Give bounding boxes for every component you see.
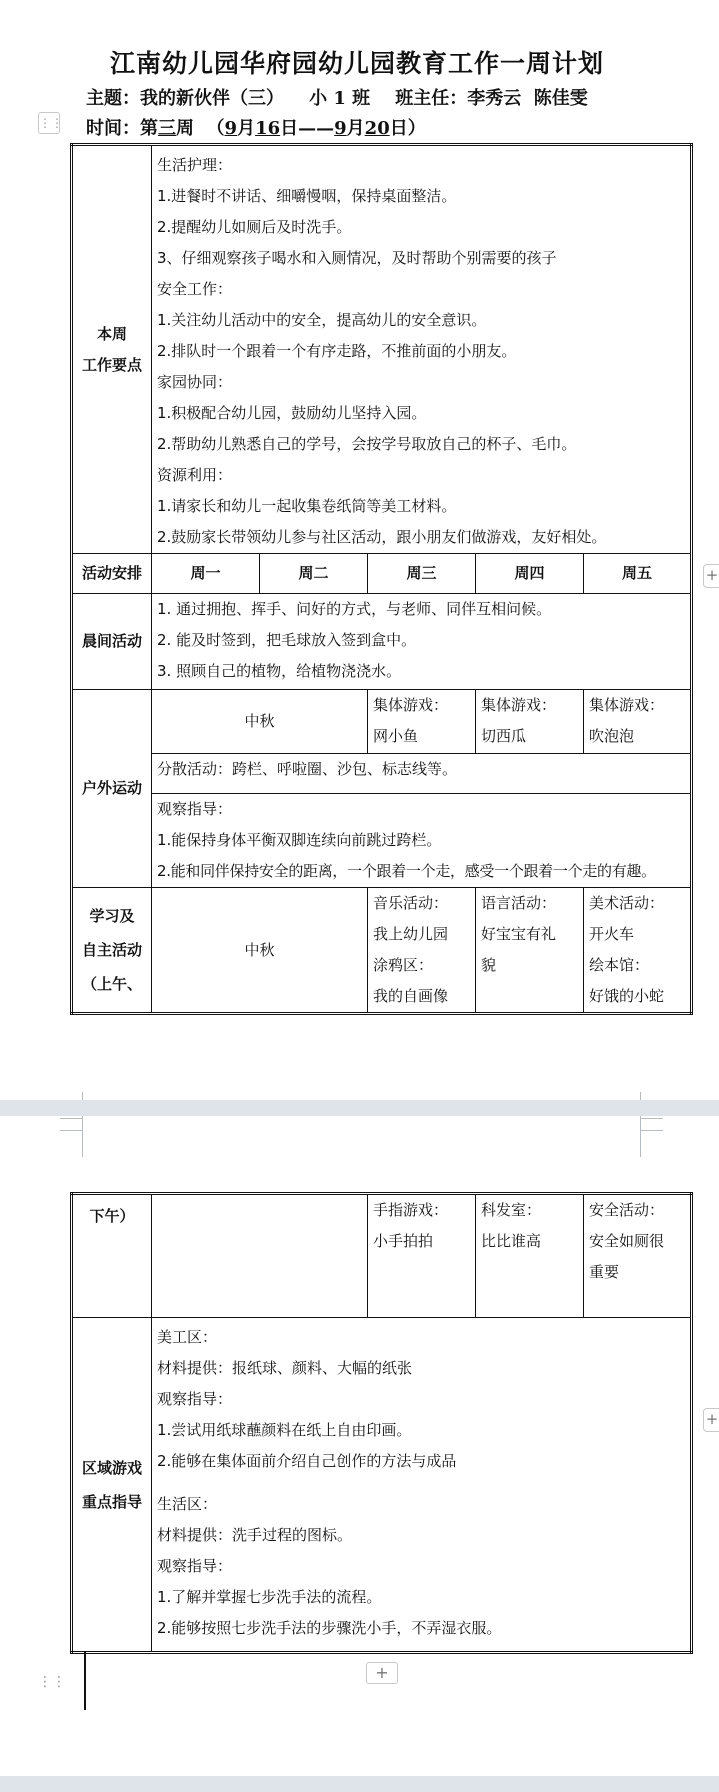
- add-row-button[interactable]: +: [366, 1662, 398, 1684]
- weekly-plan-table-page1: [70, 143, 693, 1015]
- learning-thursday: 语言活动： 好宝宝有礼 貌: [476, 888, 584, 1014]
- learning2-wednesday: 手指游戏： 小手拍拍: [368, 1194, 476, 1318]
- time-line: 时间：第三周 （9月16日——9月20日）: [86, 118, 426, 139]
- learning-holiday: 中秋: [152, 888, 368, 1014]
- area-content: 美工区： 材料提供：报纸球、颜料、大幅的纸张 观察指导： 1.尝试用纸球蘸颜料在纸上自由印画。 2.能够在集体面前介绍自己创作的方法与成品 生活区： 材料提供：洗手过程的图标。 观察指导： 1.了解并掌握七步洗手法的流程。 2.能够按照七步洗手法的步骤洗小手，不弄湿衣服。: [152, 1318, 692, 1653]
- day-thursday: 周四: [476, 554, 584, 594]
- page-break: [0, 1100, 719, 1116]
- learning-wednesday: 音乐活动： 我上幼儿园 涂鸦区： 我的自画像: [368, 888, 476, 1014]
- drag-handle-icon[interactable]: ⋮⋮: [38, 1674, 66, 1690]
- outdoor-wednesday: 集体游戏： 网小鱼: [368, 690, 476, 754]
- outdoor-thursday: 集体游戏： 切西瓜: [476, 690, 584, 754]
- learning2-thursday: 科发室： 比比谁高: [476, 1194, 584, 1318]
- outdoor-observe: 观察指导： 1.能保持身体平衡双脚连续向前跳过跨栏。 2.能和同伴保持安全的距离，一个跟着一个走，感受一个跟着一个走的有趣。: [152, 794, 692, 888]
- day-wednesday: 周三: [368, 554, 476, 594]
- learning2-friday: 安全活动： 安全如厕很 重要: [584, 1194, 692, 1318]
- learning-friday: 美术活动： 开火车 绘本馆： 好饿的小蛇: [584, 888, 692, 1014]
- learning-label: 学习及 自主活动 （上午、: [72, 888, 152, 1014]
- outdoor-scattered: 分散活动：跨栏、呼啦圈、沙包、标志线等。: [152, 754, 692, 794]
- day-tuesday: 周二: [260, 554, 368, 594]
- document-title: 江南幼儿园华府园幼儿园教育工作一周计划: [110, 49, 605, 78]
- day-monday: 周一: [152, 554, 260, 594]
- page-corner-mark: [60, 1118, 83, 1157]
- weekly-plan-table-page2: [70, 1192, 693, 1654]
- day-friday: 周五: [584, 554, 692, 594]
- outdoor-holiday: 中秋: [152, 690, 368, 754]
- morning-content: 1. 通过拥抱、挥手、问好的方式，与老师、同伴互相问候。 2. 能及时签到，把毛球放入签到盒中。 3. 照顾自己的植物，给植物浇浇水。: [152, 594, 692, 690]
- text-cursor: [84, 1652, 86, 1710]
- learning-label-cont: 下午）: [72, 1194, 152, 1318]
- add-column-button[interactable]: +: [703, 1408, 719, 1432]
- outdoor-friday: 集体游戏： 吹泡泡: [584, 690, 692, 754]
- theme-line: 主题：我的新伙伴（三） 小 1 班 班主任：李秀云 陈佳雯: [86, 88, 588, 109]
- page-corner-mark: [640, 1118, 663, 1157]
- page-break: [0, 1776, 719, 1792]
- focus-content: 生活护理： 1.进餐时不讲话、细嚼慢咽，保持桌面整洁。 2.提醒幼儿如厕后及时洗手。 3、仔细观察孩子喝水和入厕情况，及时帮助个别需要的孩子 安全工作： 1.关注幼儿活动中的安全，提高幼儿的安全意识。 2.排队时一个跟着一个有序走路，不推前面的小朋友。 家园协同： 1.积极配合幼儿园，鼓励幼儿坚持入园。 2.帮助幼儿熟悉自己的学号，会按学号取放自己的杯子、毛巾。 资源利用： 1.请家长和幼儿一起收集卷纸筒等美工材料。 2.鼓励家长带领幼儿参与社区活动，跟小朋友们做游戏，友好相处。: [152, 145, 692, 554]
- outdoor-label: 户外运动: [72, 690, 152, 888]
- add-column-button[interactable]: +: [703, 564, 719, 588]
- morning-label: 晨间活动: [72, 594, 152, 690]
- drag-handle-icon[interactable]: ⋮⋮: [38, 112, 60, 134]
- schedule-label: 活动安排: [72, 554, 152, 594]
- area-label: 区域游戏 重点指导: [72, 1318, 152, 1653]
- learning-holiday-cont: [152, 1194, 368, 1318]
- focus-label: 本周 工作要点: [72, 145, 152, 554]
